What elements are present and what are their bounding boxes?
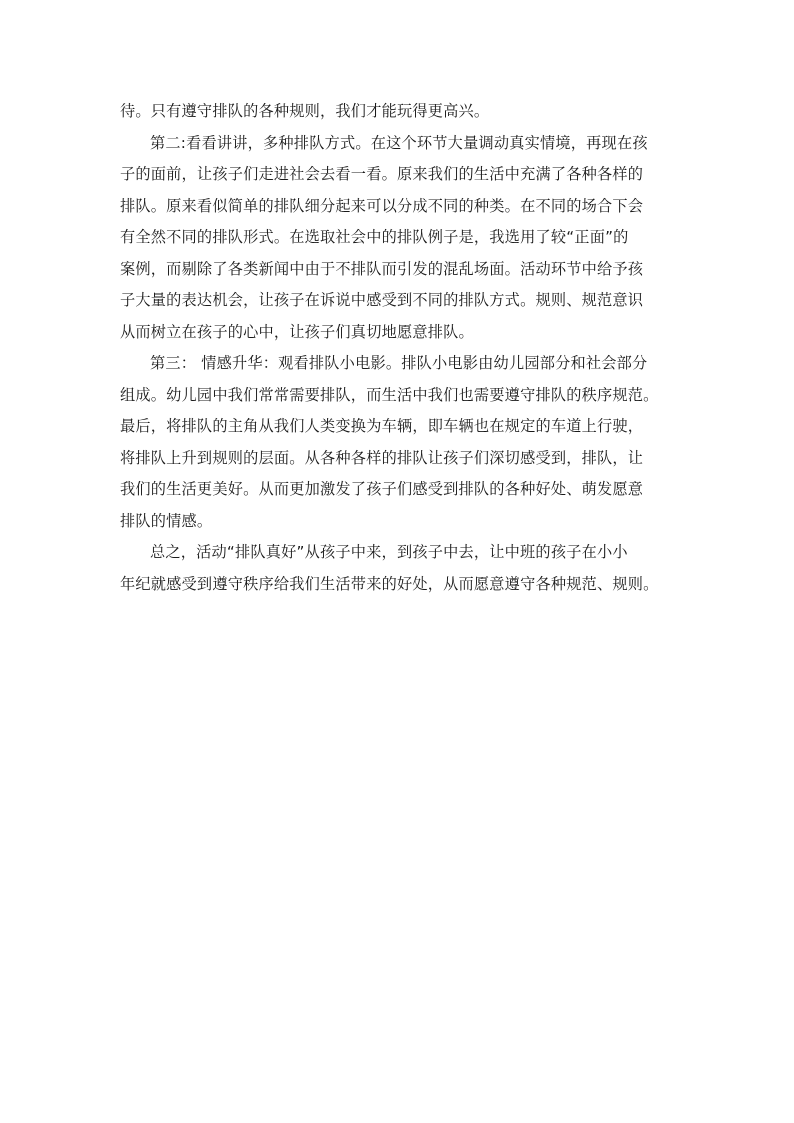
text-line: 最后，将排队的主角从我们人类变换为车辆，即车辆也在规定的车道上行驶， (120, 417, 644, 435)
text-line: 第二:看看讲讲，多种排队方式。在这个环节大量调动真实情境，再现在孩 (150, 133, 648, 152)
paragraph-third-point (120, 348, 682, 537)
text-line: 组成。幼儿园中我们常常需要排队，而生活中我们也需要遵守排队的秩序规范。 (120, 385, 659, 404)
text-line: 排队。原来看似简单的排队细分起来可以分成不同的种类。在不同的场合下会 (120, 196, 644, 215)
text-line: 有全然不同的排队形式。在选取社会中的排队例子是，我选用了较“正面”的 (120, 228, 629, 246)
text-line: 案例，而剔除了各类新闻中由于不排队而引发的混乱场面。活动环节中给予孩 (120, 259, 644, 278)
text-line: 年纪就感受到遵守秩序给我们生活带来的好处，从而愿意遵守各种规范、规则。 (120, 574, 659, 593)
text-line: 总之，活动“排队真好”从孩子中来，到孩子中去，让中班的孩子在小小 (150, 543, 628, 561)
text-line: 将排队上升到规则的层面。从各种各样的排队让孩子们深切感受到，排队，让 (120, 448, 644, 467)
text-line: 第三： 情感升华：观看排队小电影。排队小电影由幼儿园部分和社会部分 (150, 354, 648, 372)
text-line: 子的面前，让孩子们走进社会去看一看。原来我们的生活中充满了各种各样的 (120, 165, 644, 183)
paragraph-continuation (120, 96, 682, 128)
text-line: 从而树立在孩子的心中，让孩子们真切地愿意排队。 (120, 322, 474, 341)
text-line: 子大量的表达机会，让孩子在诉说中感受到不同的排队方式。规则、规范意识 (120, 291, 644, 309)
paragraph-second-point (120, 128, 682, 349)
text-line: 排队的情感。 (120, 511, 213, 530)
paragraph-conclusion (120, 537, 682, 600)
text-line: 我们的生活更美好。从而更加激发了孩子们感受到排队的各种好处、萌发愿意 (120, 480, 644, 498)
text-line: 待。只有遵守排队的各种规则，我们才能玩得更高兴。 (120, 102, 490, 120)
